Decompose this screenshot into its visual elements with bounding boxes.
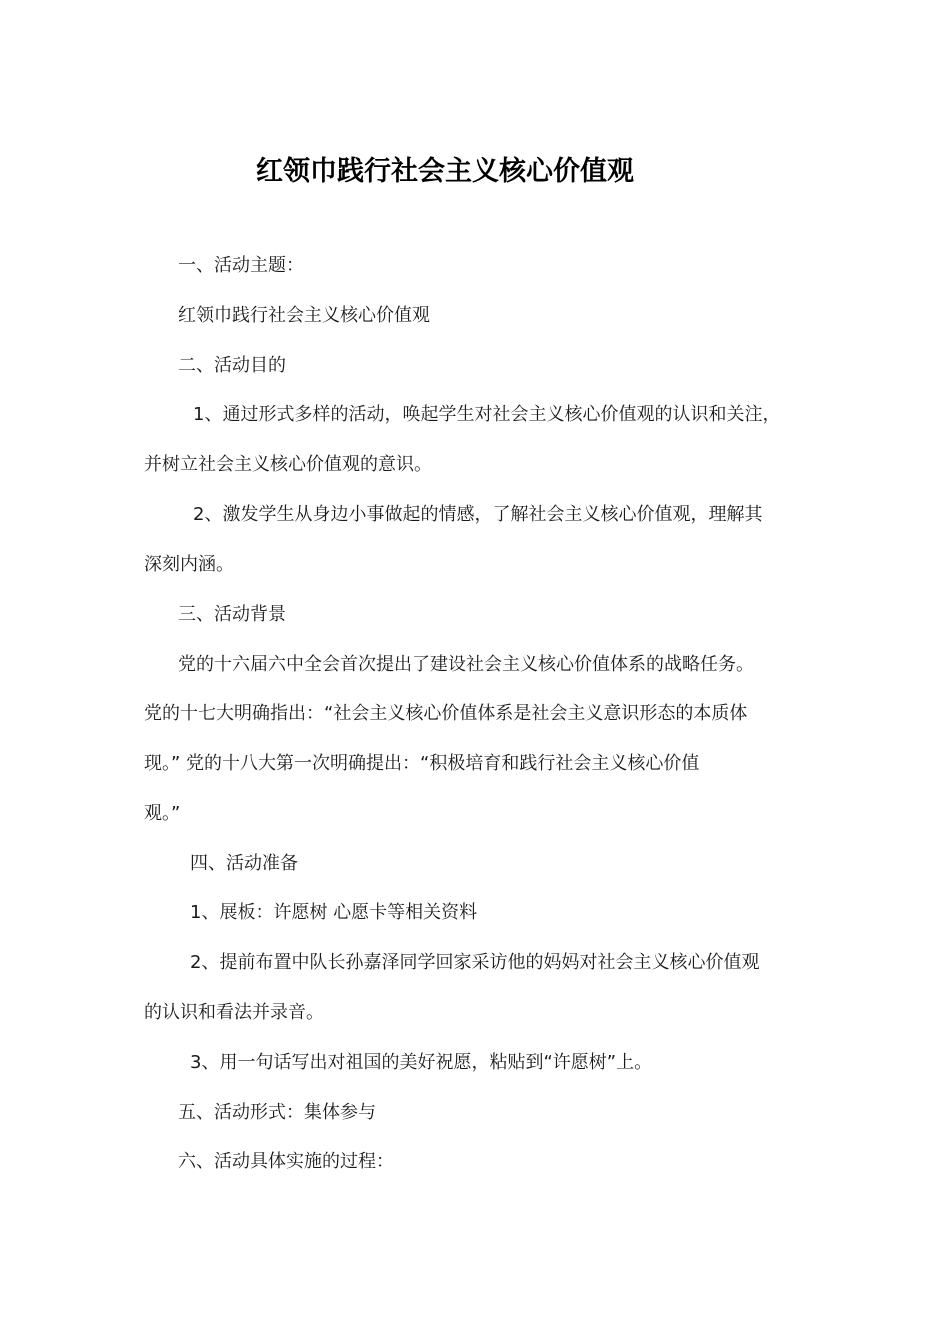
- paragraph-line: 党的十六届六中全会首次提出了建设社会主义核心价值体系的战略任务。: [178, 654, 754, 675]
- section-heading-theme: 一、活动主题：: [178, 255, 304, 276]
- section-heading-format: 五、活动形式：集体参与: [178, 1102, 376, 1123]
- paragraph-line: 3、用一句话写出对祖国的美好祝愿，粘贴到“许愿树”上。: [190, 1052, 653, 1073]
- paragraph-line: 深刻内涵。: [144, 554, 234, 575]
- section-heading-background: 三、活动背景: [178, 604, 286, 625]
- section-heading-process: 六、活动具体实施的过程：: [178, 1151, 394, 1172]
- paragraph-line: 2、提前布置中队长孙嘉泽同学回家采访他的妈妈对社会主义核心价值观: [190, 952, 760, 973]
- paragraph-line: 1、通过形式多样的活动，唤起学生对社会主义核心价值观的认识和关注，: [193, 404, 781, 425]
- section-heading-purpose: 二、活动目的: [178, 355, 286, 376]
- paragraph-line: 观。”: [144, 803, 181, 824]
- document-title: 红领巾践行社会主义核心价值观: [256, 156, 634, 187]
- paragraph-line: 的认识和看法并录音。: [144, 1002, 324, 1023]
- paragraph-line: 2、激发学生从身边小事做起的情感，了解社会主义核心价值观，理解其: [193, 504, 763, 525]
- paragraph-line: 党的十七大明确指出：“社会主义核心价值体系是社会主义意识形态的本质体: [144, 703, 748, 724]
- paragraph-line: 现。” 党的十八大第一次明确提出：“积极培育和践行社会主义核心价值: [144, 753, 700, 774]
- paragraph-line: 1、展板：许愿树 心愿卡等相关资料: [190, 902, 478, 923]
- paragraph-line: 红领巾践行社会主义核心价值观: [178, 305, 430, 326]
- section-heading-preparation: 四、活动准备: [190, 853, 298, 874]
- paragraph-line: 并树立社会主义核心价值观的意识。: [144, 454, 432, 475]
